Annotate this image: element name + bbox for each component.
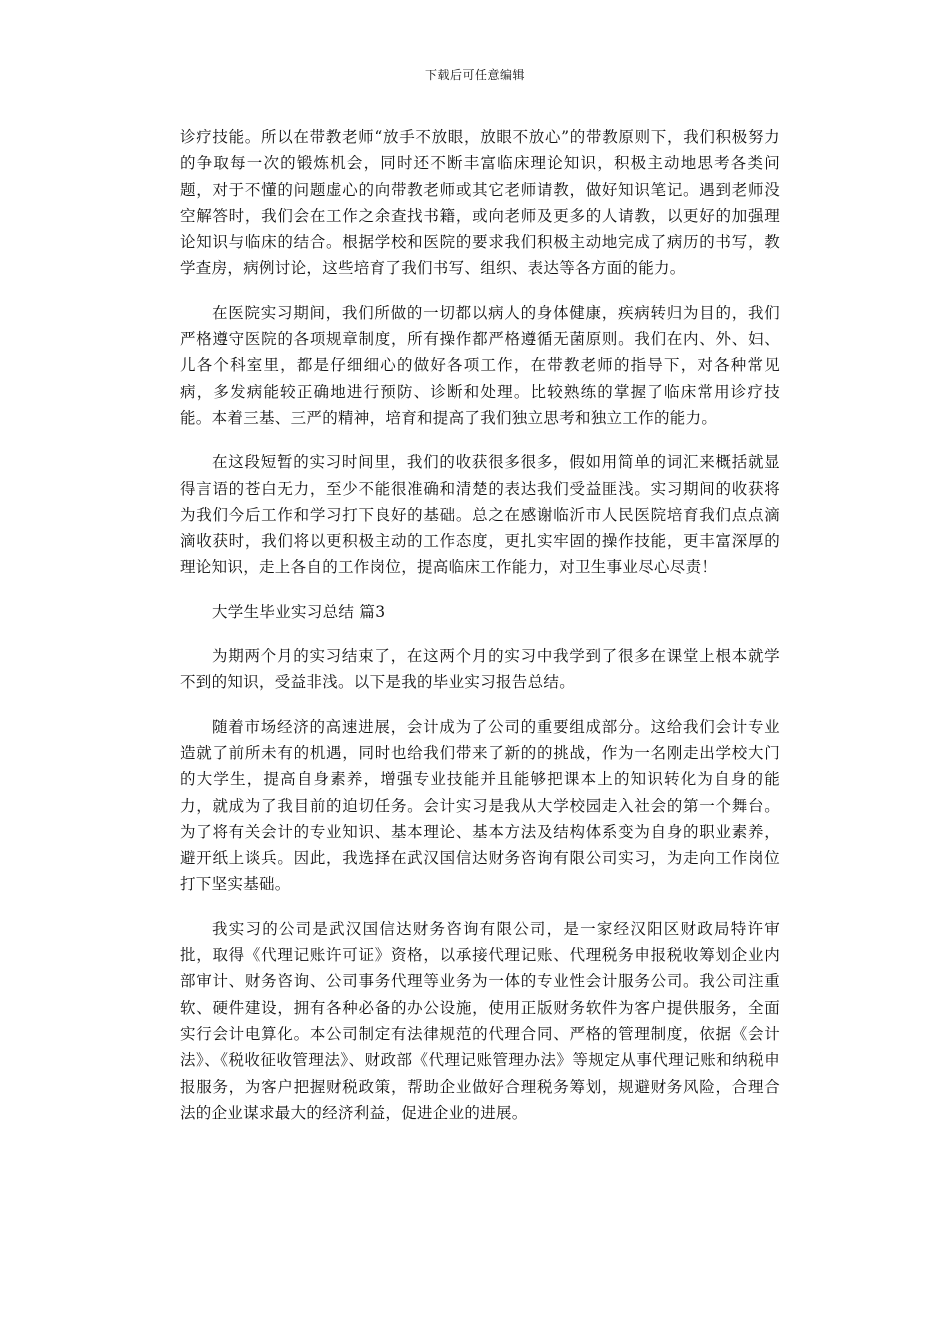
paragraph: 为期两个月的实习结束了，在这两个月的实习中我学到了很多在课堂上根本就学不到的知识，受益非浅。以下是我的毕业实习报告总结。 (180, 647, 780, 692)
paragraph: 在医院实习期间，我们所做的一切都以病人的身体健康，疾病转归为目的，我们严格遵守医院的各项规章制度，所有操作都严格遵循无菌原则。我们在内、外、妇、儿各个科室里，都是仔细细心的做好各项工作，在带教老师的指导下，对各种常见病，多发病能较正确地进行预防、诊断和处理。比较熟练的掌握了临床常用诊疗技能。本着三基、三严的精神，培育和提高了我们独立思考和独立工作的能力。 (180, 303, 780, 427)
document-body (180, 124, 780, 1144)
section-heading: 大学生毕业实习总结 篇3 (212, 602, 386, 621)
page-header: 下载后可任意编辑 (424, 68, 525, 82)
paragraph-continued: 诊疗技能。所以在带教老师“放手不放眼，放眼不放心”的带教原则下，我们积极努力的争取每一次的锻炼机会，同时还不断丰富临床理论知识，积极主动地思考各类问题，对于不懂的问题虚心的向带教老师或其它老师请教，做好知识笔记。遇到老师没空解答时，我们会在工作之余查找书籍，或向老师及更多的人请教，以更好的加强理论知识与临床的结合。根据学校和医院的要求我们积极主动地完成了病历的书写，教学查房，病例讨论，这些培育了我们书写、组织、表达等各方面的能力。 (180, 128, 780, 278)
paragraph: 随着市场经济的高速进展，会计成为了公司的重要组成部分。这给我们会计专业造就了前所未有的机遇，同时也给我们带来了新的的挑战，作为一名刚走出学校大门的大学生，提高自身素养，增强专业技能并且能够把课本上的知识转化为自身的能力，就成为了我目前的迫切任务。会计实习是我从大学校园走入社会的第一个舞台。为了将有关会计的专业知识、基本理论、基本方法及结构体系变为自身的职业素养，避开纸上谈兵。因此，我选择在武汉国信达财务咨询有限公司实习，为走向工作岗位打下坚实基础。 (180, 717, 780, 894)
paragraph: 我实习的公司是武汉国信达财务咨询有限公司，是一家经汉阳区财政局特许审批，取得《代理记账许可证》资格，以承接代理记账、代理税务申报税收筹划企业内部审计、财务咨询、公司事务代理等业务为一体的专业性会计服务公司。我公司注重软、硬件建设，拥有各种必备的办公设施，使用正版财务软件为客户提供服务，全面实行会计电算化。本公司制定有法律规范的代理合同、严格的管理制度，依据《会计法》、《税收征收管理法》、财政部《代理记账管理办法》等规定从事代理记账和纳税申报服务，为客户把握财税政策，帮助企业做好合理税务筹划，规避财务风险，合理合法的企业谋求最大的经济利益，促进企业的进展。 (180, 919, 780, 1122)
paragraph: 在这段短暂的实习时间里，我们的收获很多很多，假如用简单的词汇来概括就显得言语的苍白无力，至少不能很准确和清楚的表达我们受益匪浅。实习期间的收获将为我们今后工作和学习打下良好的基础。总之在感谢临沂市人民医院培育我们点点滴滴收获时，我们将以更积极主动的工作态度，更扎实牢固的操作技能，更丰富深厚的理论知识，走上各自的工作岗位，提高临床工作能力，对卫生事业尽心尽责！ (180, 453, 780, 577)
